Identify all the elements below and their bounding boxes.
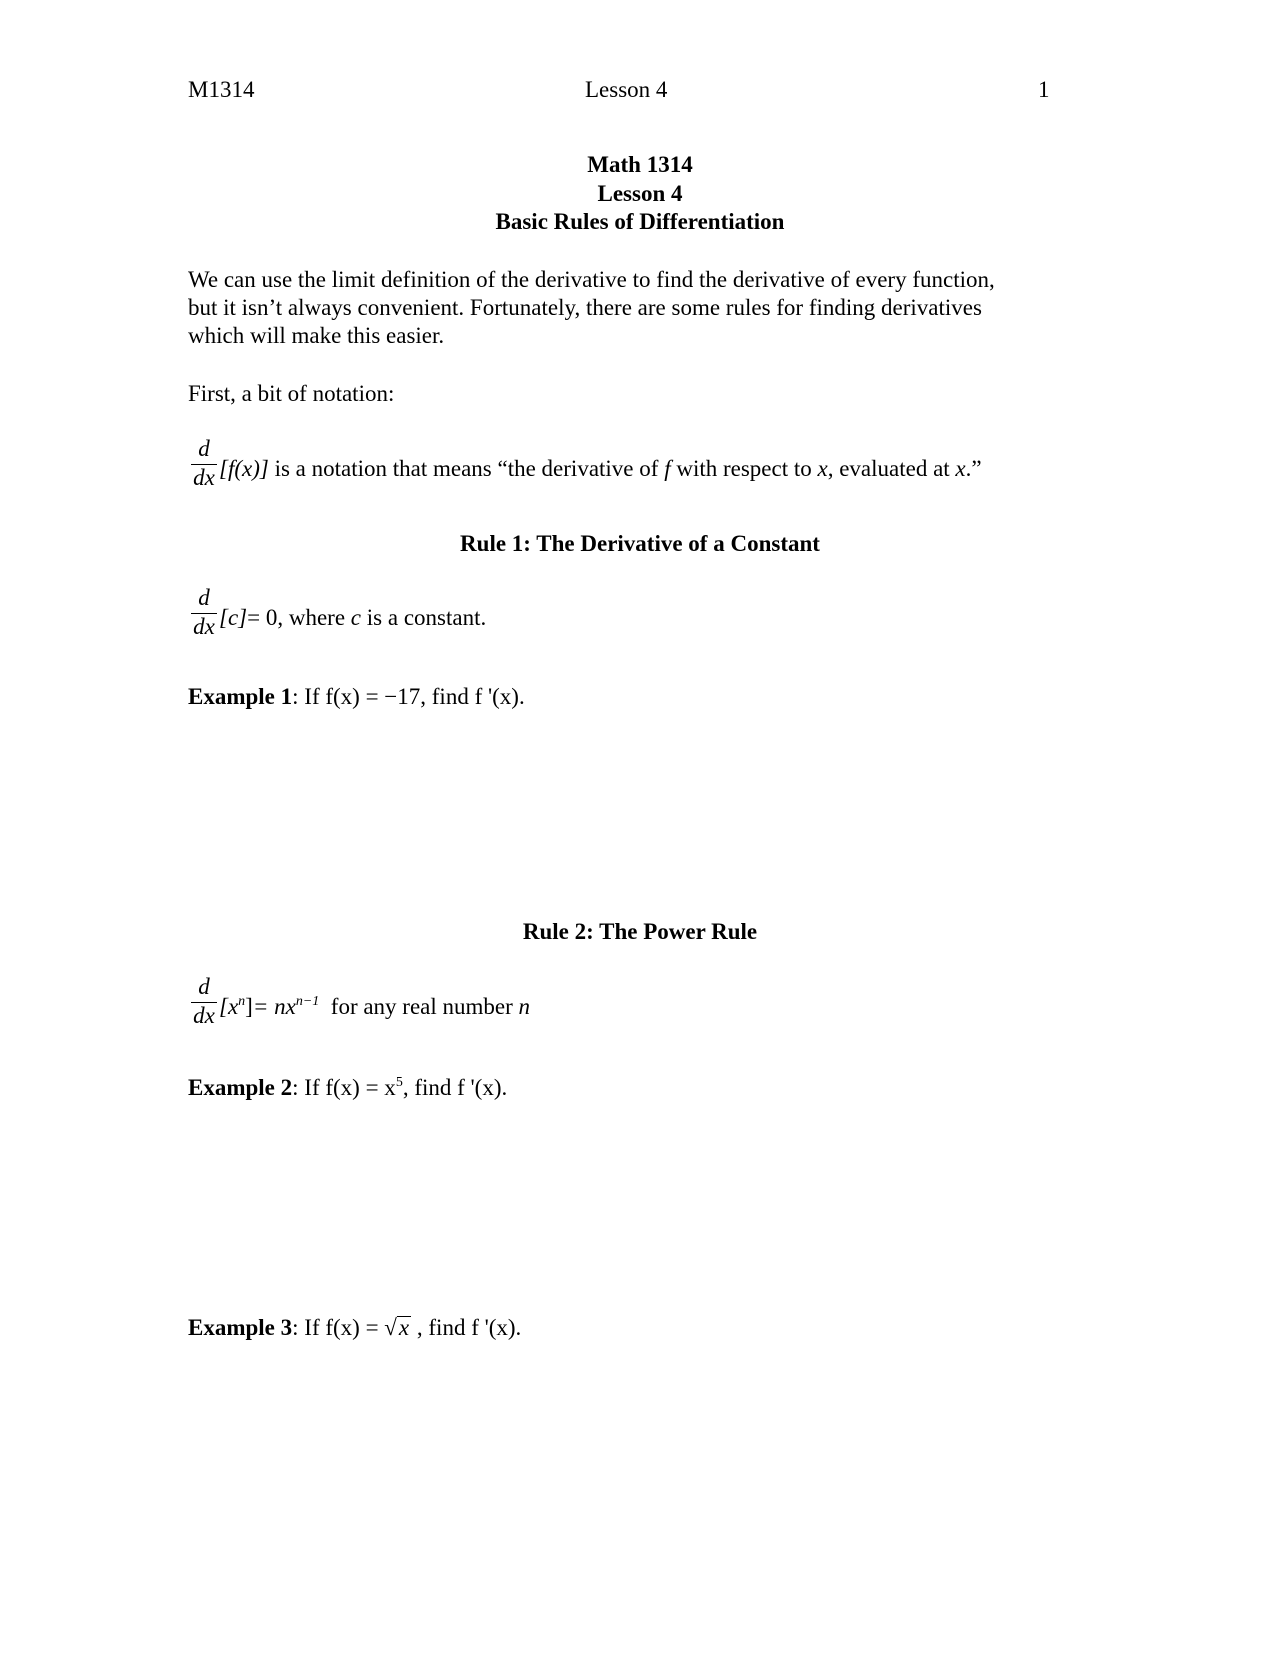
rule-1-heading: Rule 1: The Derivative of a Constant [460, 531, 820, 556]
example-3-text-after: , find f '(x). [411, 1315, 522, 1340]
rule-2-rhs: = nx [252, 994, 296, 1019]
derivative-operator-rule-2 [189, 975, 219, 1030]
rule-2-n: n [518, 994, 531, 1019]
rule-2-lhs: [x [219, 994, 239, 1019]
example-2-text-before: : If f(x) = x [292, 1075, 396, 1100]
operator-denominator: dx [193, 614, 215, 639]
rule-1-operand: [c] [219, 605, 248, 630]
operator-numerator: d [198, 974, 210, 999]
operator-numerator: d [198, 585, 210, 610]
rule-1-constant: is a constant. [361, 605, 487, 630]
derivative-operator [189, 437, 219, 492]
example-3 [188, 1314, 521, 1342]
operator-numerator: d [198, 436, 210, 461]
title-line-1: Math 1314 [587, 152, 693, 177]
rule-1-formula [219, 604, 486, 632]
example-3-label: Example 3 [188, 1315, 293, 1340]
intro-line-3: which will make this easier. [188, 323, 445, 348]
notation-text-2: with respect to [670, 456, 818, 481]
title-line-2: Lesson 4 [597, 181, 683, 206]
example-1 [188, 683, 525, 711]
example-1-label: Example 1 [188, 684, 293, 709]
header-lesson: Lesson 4 [585, 77, 668, 102]
operator-denominator: dx [193, 1003, 215, 1028]
notation-text-3: , evaluated at [827, 456, 956, 481]
notation-f: f [664, 456, 671, 481]
rule-2-formula [219, 993, 530, 1021]
intro-line-1: We can use the limit definition of the derivative to find the derivative of every function, [188, 267, 995, 292]
header-page-number: 1 [1038, 77, 1050, 102]
rule-2-lhs-close: ] [245, 994, 253, 1019]
example-3-radicand: x [398, 1315, 410, 1340]
notation-expression: [f(x)] [219, 456, 269, 481]
example-3-text-before: : If f(x) = √ [292, 1315, 397, 1340]
example-2-exponent: 5 [395, 1075, 403, 1090]
notation-text-1: is a notation that means “the derivative of [274, 456, 665, 481]
rule-2-lhs-exponent: n [238, 994, 246, 1009]
notation-x1: x [817, 456, 828, 481]
notation-x2: x [955, 456, 966, 481]
title-line-3: Basic Rules of Differentiation [495, 209, 785, 234]
header-course-code: M1314 [188, 77, 255, 102]
example-2 [188, 1074, 507, 1102]
intro-line-2: but it isn’t always convenient. Fortunately, there are some rules for finding derivatives [188, 295, 982, 320]
example-2-text-after: , find f '(x). [402, 1075, 508, 1100]
derivative-operator-rule-1 [189, 586, 219, 641]
rule-2-heading: Rule 2: The Power Rule [522, 919, 758, 944]
example-1-text: : If f(x) = −17, find f '(x). [292, 684, 525, 709]
operator-denominator: dx [193, 465, 215, 490]
rule-1-where: where [288, 605, 351, 630]
notation-text-4: .” [965, 456, 982, 481]
rule-2-rhs-exponent: n−1 [295, 994, 320, 1009]
notation-sentence [219, 455, 982, 483]
rule-1-c: c [350, 605, 362, 630]
rule-1-result: = 0, [247, 605, 284, 630]
example-2-label: Example 2 [188, 1075, 293, 1100]
notation-lead: First, a bit of notation: [188, 381, 395, 406]
rule-2-text: for any real number [330, 994, 519, 1019]
